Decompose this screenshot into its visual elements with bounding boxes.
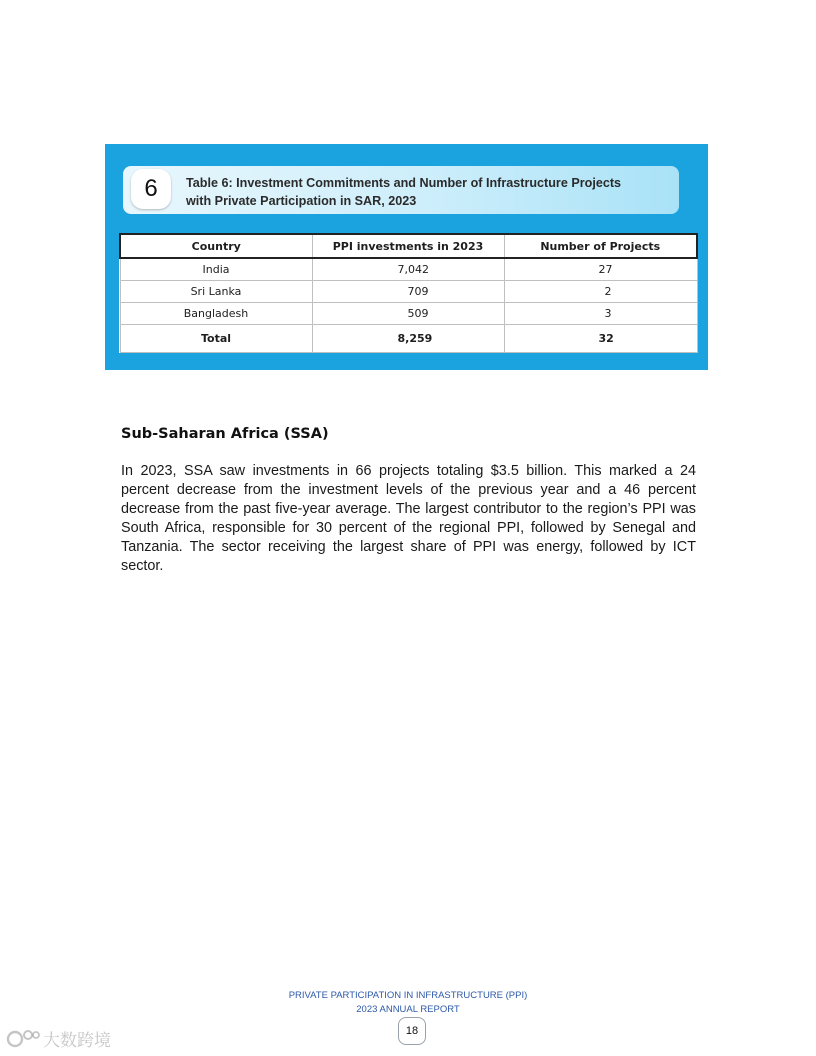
table-caption-line1: Table 6: Investment Commitments and Number of Infrastructure Projects — [186, 176, 622, 190]
table-row — [120, 281, 697, 303]
footer-report-title: PRIVATE PARTICIPATION IN INFRASTRUCTURE (PPI) — [288, 990, 528, 1001]
watermark — [6, 1026, 111, 1050]
investment-table — [119, 233, 698, 353]
footer-report-subtitle: 2023 ANNUAL REPORT — [356, 1004, 460, 1015]
cell-investment: 7,042 — [312, 258, 504, 281]
section-heading: Sub-Saharan Africa (SSA) — [121, 426, 329, 442]
cell-projects: 2 — [504, 281, 697, 303]
page-number: 18 — [398, 1017, 426, 1045]
cell-projects: 27 — [504, 258, 697, 281]
watermark-logo-icon — [6, 1028, 40, 1048]
cell-total-label: Total — [120, 325, 312, 353]
cell-total-investment: 8,259 — [312, 325, 504, 353]
cell-country: India — [120, 258, 312, 281]
header-projects: Number of Projects — [504, 234, 697, 258]
cell-total-projects: 32 — [504, 325, 697, 353]
table-number-badge: 6 — [131, 169, 171, 209]
watermark-text: 大数跨境 — [43, 1030, 111, 1051]
table-caption-bar — [123, 166, 679, 214]
section-body: In 2023, SSA saw investments in 66 projects totaling $3.5 billion. This marked a 24 percent decrease from the investment levels of the previous year and a 46 percent decrease from the past five-year average. The largest contributor to the region’s PPI was South Africa, responsible for 30 percent of the regional PPI, followed by Senegal and Tanzania. The sector receiving the largest share of PPI was energy, followed by ICT sector. — [121, 463, 696, 574]
cell-investment: 509 — [312, 303, 504, 325]
header-investment: PPI investments in 2023 — [312, 234, 504, 258]
cell-investment: 709 — [312, 281, 504, 303]
cell-projects: 3 — [504, 303, 697, 325]
table-row — [120, 258, 697, 281]
cell-country: Sri Lanka — [120, 281, 312, 303]
header-country: Country — [120, 234, 312, 258]
table-total-row — [120, 325, 697, 353]
table-caption-line2: with Private Participation in SAR, 2023 — [186, 194, 417, 208]
table-header-row — [120, 234, 697, 258]
cell-country: Bangladesh — [120, 303, 312, 325]
table-row — [120, 303, 697, 325]
table-caption — [186, 174, 666, 210]
table-panel — [105, 144, 708, 370]
